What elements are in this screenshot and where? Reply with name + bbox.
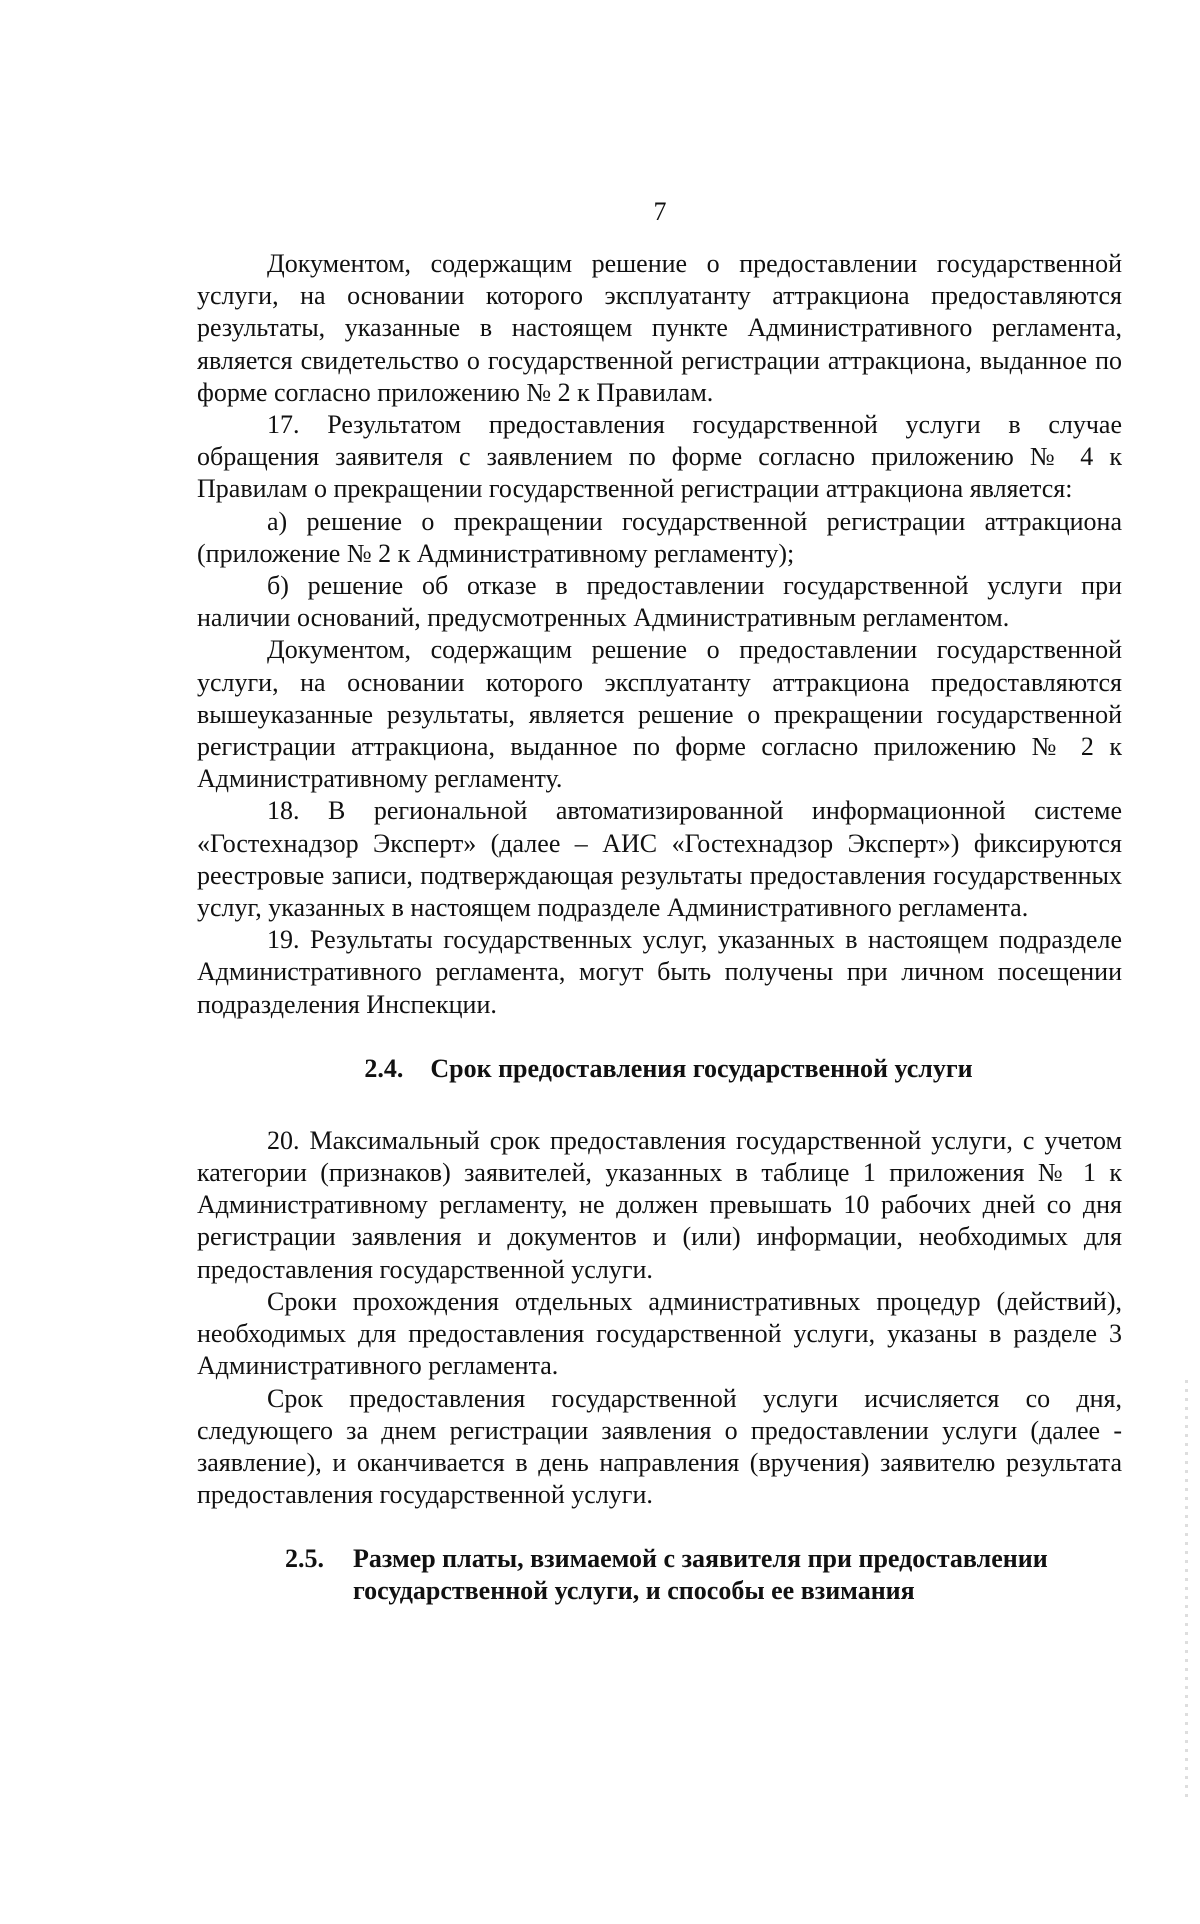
paragraph-20-term: Срок предоставления государственной услуги исчисляется со дня, следующего за днем регистрации заявления о предоставлении услуги (далее - заявление), и оканчивается в день направления (вручения) заявителю результата предоставления государственной услуги.	[197, 1383, 1122, 1510]
paragraph-18: 18. В региональной автоматизированной информационной системе «Гостехнадзор Эксперт» (далее – АИС «Гостехнадзор Эксперт») фиксируются реестровые записи, подтверждающая результаты предоставления государственных услуг, указанных в настоящем подразделе Административного регламента.	[197, 796, 1122, 923]
paragraph-20-stages: Сроки прохождения отдельных административных процедур (действий), необходимых для предоставления государственной услуги, указаны в разделе 3 Административного регламента.	[197, 1286, 1122, 1381]
section-title: Размер платы, взимаемой с заявителя при предоставлении государственной услуги, и способы ее взимания	[353, 1544, 1048, 1606]
paragraph-result-document: Документом, содержащим решение о предоставлении государственной услуги, на основании которого эксплуатанту аттракциона предоставляются результаты, указанные в настоящем пункте Административного регламента, является свидетельство о государственной регистрации аттракциона, выданное по форме согласно приложению № 2 к Правилам.	[197, 249, 1122, 407]
document-body	[197, 248, 1122, 1607]
paragraph-17-b: б) решение об отказе в предоставлении государственной услуги при наличии оснований, предусмотренных Административным регламентом.	[197, 571, 1122, 633]
paragraph-19: 19. Результаты государственных услуг, указанных в настоящем подразделе Административного регламента, могут быть получены при личном посещении подразделения Инспекции.	[197, 925, 1122, 1019]
section-heading-2-5	[197, 1543, 1122, 1607]
section-heading-2-4	[197, 1053, 1122, 1085]
section-title: Срок предоставления государственной услуги	[430, 1053, 973, 1083]
page-number: 7	[653, 197, 667, 226]
paragraph-17-a: а) решение о прекращении государственной регистрации аттракциона (приложение № 2 к Административному регламенту);	[197, 506, 1122, 568]
scan-edge-mark	[1185, 1380, 1188, 1800]
paragraph-17: 17. Результатом предоставления государственной услуги в случае обращения заявителя с заявлением по форме согласно приложению № 4 к Правилам о прекращении государственной регистрации аттракциона является:	[197, 410, 1122, 504]
paragraph-17-document: Документом, содержащим решение о предоставлении государственной услуги, на основании которого эксплуатанту аттракциона предоставляются вышеуказанные результаты, является решение о прекращении государственной регистрации аттракциона, выданное по форме согласно приложению № 2 к Административному регламенту.	[197, 635, 1122, 794]
paragraph-20: 20. Максимальный срок предоставления государственной услуги, с учетом категории (признаков) заявителей, указанных в таблице 1 приложения № 1 к Административному регламенту, не должен превышать 10 рабочих дней со дня регистрации заявления и документов и (или) информации, необходимых для предоставления государственной услуги.	[197, 1125, 1122, 1284]
section-number: 2.4.	[364, 1053, 404, 1083]
section-number: 2.5.	[285, 1544, 324, 1574]
